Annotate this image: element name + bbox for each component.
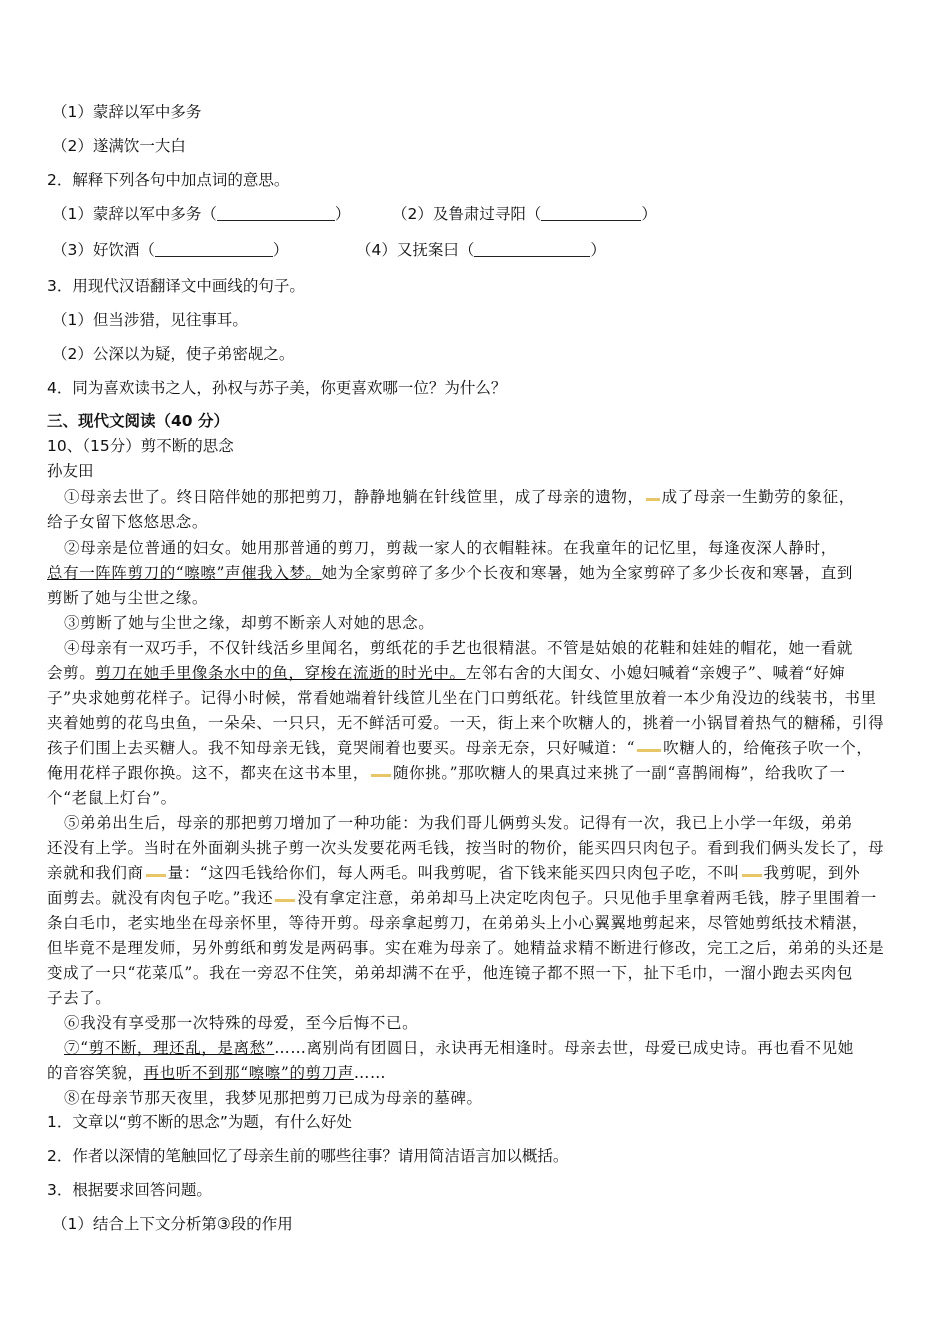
underlined-sentence: ⑦“剪不断，理还乱，是离愁”: [64, 1039, 275, 1057]
para-5-line-2: 还没有上学。当时在外面剃头挑子剪一次头发要花两毛钱，按当时的物价，能买四只肉包子。看到我们俩头发长了，母: [47, 839, 885, 857]
para-7-line-2: [47, 1063, 386, 1083]
q2-item-4-prefix: （4）又抚案曰（: [356, 241, 475, 259]
para-4-line-1: ④母亲有一双巧手，不仅针线活乡里闻名，剪纸花的手艺也很精湛。不管是姑娘的花鞋和娃娃的帽花，她一看就: [64, 639, 853, 657]
para-text: 左邻右舍的大闺女、小媳妇喊着“亲嫂子”、喊着“好婶: [465, 664, 846, 682]
annotation-mark: [742, 874, 762, 877]
para-text: ①母亲去世了。终日陪伴她的那把剪刀，静静地躺在针线笸里，成了母亲的遗物，: [64, 488, 644, 506]
para-1-line-2: 给子女留下悠悠思念。: [47, 513, 209, 531]
question-10-heading: 10、（15分）剪不断的思念: [47, 437, 234, 455]
para-5-line-8: 子去了。: [47, 989, 112, 1007]
para-4-line-2: [47, 663, 845, 683]
para-4-line-5: [47, 738, 872, 758]
q3-title: 3．用现代汉语翻译文中画线的句子。: [47, 277, 305, 295]
para-5-line-1: ⑤弟弟出生后，母亲的那把剪刀增加了一种功能：为我们哥儿俩剪头发。记得有一次，我已上小学一年级，弟弟: [64, 814, 853, 832]
q2-row-1: [52, 204, 350, 224]
q2-item-2-suffix: ）: [641, 205, 657, 223]
para-2-line-1: ②母亲是位普通的妇女。她用那普通的剪刀，剪裁一家人的衣帽鞋袜。在我童年的记忆里，每逢夜深人静时，: [64, 539, 837, 557]
q2-item-2-prefix: （2）及鲁肃过寻阳（: [392, 205, 542, 223]
q2-item-1-suffix: ）: [334, 205, 351, 223]
q2-item-3-suffix: ）: [272, 241, 289, 259]
q2-item-1-prefix: （1）蒙辞以军中多务（: [52, 205, 217, 223]
author: 孙友田: [47, 462, 94, 480]
annotation-mark: [637, 749, 661, 752]
question-3-1: （1）结合上下文分析第③段的作用: [52, 1215, 293, 1233]
para-5-line-3: [47, 863, 860, 883]
para-text: 亲就和我们商: [47, 864, 144, 882]
para-5-line-5: 条白毛巾，老实地坐在母亲怀里，等待开剪。母亲拿起剪刀，在弟弟头上小心翼翼地剪起来，尽管她剪纸技术精湛，: [47, 914, 869, 932]
answer-blank[interactable]: [217, 206, 335, 221]
para-text: 会剪。: [47, 664, 96, 682]
annotation-mark: [646, 498, 660, 501]
q3-item-1: （1）但当涉猎，见往事耳。: [52, 311, 248, 329]
answer-blank[interactable]: [474, 242, 590, 257]
para-text: 她为全家剪碎了多少个长夜和寒暑，她为全家剪碎了多少长夜和寒暑，直到: [321, 564, 853, 582]
q2-row-1b: [392, 204, 657, 224]
annotation-mark: [275, 899, 295, 902]
para-text: ……离别尚有团圆日，永诀再无相逢时。母亲去世，母爱已成史诗。再也看不见她: [274, 1039, 854, 1057]
para-text: 面剪去。就没有肉包子吃。”我还: [47, 889, 274, 907]
q1-item-2: （2）遂满饮一大白: [52, 137, 186, 155]
para-text: 没有拿定注意，弟弟却马上决定吃肉包子。只见他手里拿着两毛钱，脖子里围着一: [297, 889, 877, 907]
para-6: ⑥我没有享受那一次特殊的母爱，至今后悔不已。: [64, 1014, 419, 1032]
para-text: 我剪呢，到外: [763, 864, 861, 882]
para-text: 随你挑。”那吹糖人的果真过来挑了一副“喜鹊闹梅”，给我吹了一: [393, 764, 846, 782]
para-4-line-6: [47, 763, 846, 783]
answer-blank[interactable]: [541, 206, 641, 221]
para-text: 成了母亲一生勤劳的象征，: [661, 488, 855, 506]
q2-row-2b: [356, 240, 606, 260]
section-heading: 三、现代文阅读（40 分）: [47, 412, 229, 430]
para-5-line-6: 但毕竟不是理发师，另外剪纸和剪发是两码事。实在难为母亲了。她精益求精不断进行修改，完工之后，弟弟的头还是: [47, 939, 885, 957]
underlined-sentence: 再也听不到那“嚓嚓”的剪刀声: [143, 1064, 354, 1082]
q2-item-3-prefix: （3）好饮酒（: [52, 241, 155, 259]
question-2: 2．作者以深情的笔触回忆了母亲生前的哪些往事？请用简洁语言加以概括。: [47, 1147, 569, 1165]
question-1: 1．文章以“剪不断的思念”为题，有什么好处: [47, 1113, 352, 1131]
para-text: 俺用花样子跟你换。这不，都夹在这书本里，: [47, 764, 370, 782]
para-8: ⑧在母亲节那天夜里，我梦见那把剪刀已成为母亲的墓碑。: [64, 1089, 483, 1107]
para-5-line-7: 变成了一只“花菜瓜”。我在一旁忍不住笑，弟弟却满不在乎，他连镜子都不照一下，扯下毛巾，一溜小跑去买肉包: [47, 964, 853, 982]
question-3: 3．根据要求回答问题。: [47, 1181, 212, 1199]
para-4-line-7: 个“老鼠上灯台”。: [47, 789, 177, 807]
para-2-line-3: 剪断了她与尘世之缘。: [47, 589, 209, 607]
para-text: 的音容笑貌，: [47, 1064, 144, 1082]
q2-title: 2．解释下列各句中加点词的意思。: [47, 171, 290, 189]
para-4-line-4: 夹着她剪的花鸟虫鱼，一朵朵、一只只，无不鲜活可爱。一天，街上来个吹糖人的，挑着一小锅冒着热气的糖稀，引得: [47, 714, 885, 732]
q3-item-2: （2）公深以为疑，使子弟密觇之。: [52, 345, 295, 363]
para-text: ……: [353, 1064, 387, 1082]
para-1-line-1: [64, 487, 855, 507]
annotation-mark: [146, 874, 166, 877]
q1-item-1: （1）蒙辞以军中多务: [52, 103, 202, 121]
para-text: 量：“这四毛钱给你们，每人两毛。叫我剪呢，省下钱来能买四只肉包子吃，不叫: [167, 864, 740, 882]
para-5-line-4: [47, 888, 877, 908]
para-4-line-3: 子”央求她剪花样子。记得小时候，常看她端着针线笸儿坐在门口剪纸花。针线笸里放着一本少角没边的线装书，书里: [47, 689, 877, 707]
underlined-sentence: 剪刀在她手里像条水中的鱼，穿梭在流逝的时光中。: [95, 664, 466, 682]
annotation-mark: [371, 774, 391, 777]
underlined-sentence: 总有一阵阵剪刀的“嚓嚓”声催我入梦。: [47, 564, 322, 582]
para-3: ③剪断了她与尘世之缘，却剪不断亲人对她的思念。: [64, 614, 435, 632]
para-text: 吹糖人的，给俺孩子吹一个，: [663, 739, 873, 757]
q2-item-4-suffix: ）: [590, 241, 606, 259]
q2-row-2: [52, 240, 288, 260]
para-7-line-1: [64, 1038, 854, 1058]
q4: 4．同为喜欢读书之人，孙权与苏子美，你更喜欢哪一位？为什么？: [47, 379, 507, 397]
para-text: 孩子们围上去买糖人。我不知母亲无钱，竟哭闹着也要买。母亲无奈，只好喊道：“: [47, 739, 636, 757]
answer-blank[interactable]: [155, 242, 273, 257]
para-2-line-2: [47, 563, 853, 583]
